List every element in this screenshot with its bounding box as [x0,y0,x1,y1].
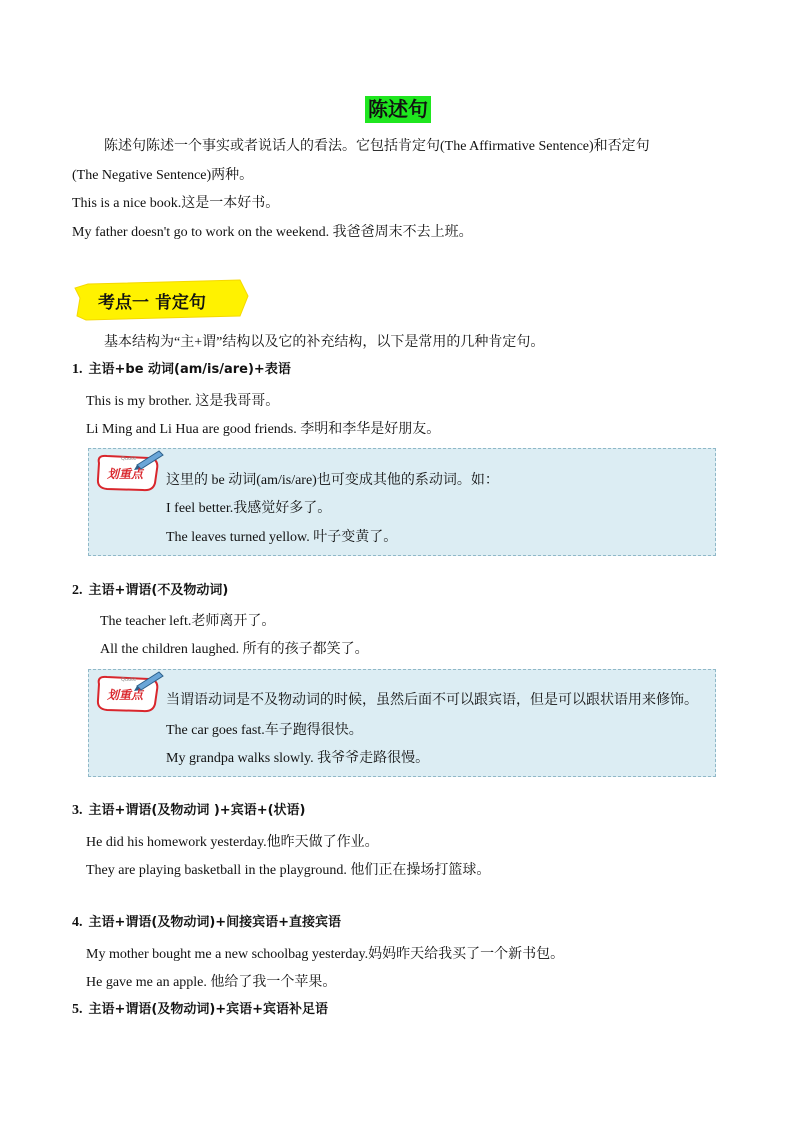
item-heading-3 [72,802,305,820]
highlight-note-icon [93,670,165,719]
note-icon-small: Quote [121,456,137,462]
item-number: 2. [72,583,83,598]
section-badge-label: 考点一 肯定句 [98,293,206,313]
item-heading-2 [72,582,228,600]
item-4-example-2: He gave me an apple. 他给了我一个苹果。 [86,975,337,990]
note-1-line-3: The leaves turned yellow. 叶子变黄了。 [166,530,398,545]
item-heading-text: 主语+谓语(及物动词 )+宾语+(状语) [88,803,306,818]
intro-example-1: This is a nice book.这是一本好书。 [72,196,280,211]
item-heading-4 [72,914,341,932]
note-2-line-2: The car goes fast.车子跑得很快。 [166,723,363,738]
item-2-example-1: The teacher left.老师离开了。 [100,614,276,629]
item-number: 3. [72,803,83,818]
note-1-line-1: 这里的 be 动词(am/is/are)也可变成其他的系动词。如： [166,473,499,488]
note-box-2 [88,669,716,777]
item-heading-text: 主语+谓语(及物动词)+宾语+宾语补足语 [88,1002,329,1017]
intro-example-2: My father doesn't go to work on the weekend. 我爸爸周末不去上班。 [72,225,473,240]
page-title: 陈述句 [365,96,431,123]
note-box-1 [88,448,716,556]
item-3-example-2: They are playing basketball in the playground. 他们正在操场打篮球。 [86,863,491,878]
item-number: 5. [72,1002,83,1017]
note-1-line-2: I feel better.我感觉好多了。 [166,501,332,516]
note-icon-label: 划重点 [107,688,144,702]
note-icon-small: Quote [121,677,137,683]
section-description: 基本结构为“主+谓”结构以及它的补充结构，以下是常用的几种肯定句。 [104,335,545,350]
item-4-example-1: My mother bought me a new schoolbag yesterday.妈妈昨天给我买了一个新书包。 [86,947,565,962]
item-1-example-1: This is my brother. 这是我哥哥。 [86,394,280,409]
item-heading-text: 主语+be 动词(am/is/are)+表语 [88,362,291,377]
item-heading-5 [72,1001,328,1019]
highlight-note-icon [93,449,165,498]
item-1-example-2: Li Ming and Li Hua are good friends. 李明和李华是好朋友。 [86,422,441,437]
item-heading-1 [72,361,291,379]
note-icon-label: 划重点 [107,467,144,481]
item-heading-text: 主语+谓语(不及物动词) [88,583,229,598]
note-2-line-3: My grandpa walks slowly. 我爷爷走路很慢。 [166,751,430,766]
intro-line-1: 陈述句陈述一个事实或者说话人的看法。它包括肯定句(The Affirmative Sentence)和否定句 [104,139,650,154]
note-2-line-1: 当谓语动词是不及物动词的时候，虽然后面不可以跟宾语，但是可以跟状语用来修饰。 [166,693,698,708]
section-badge [72,276,252,326]
item-heading-text: 主语+谓语(及物动词)+间接宾语+直接宾语 [88,915,342,930]
item-3-example-1: He did his homework yesterday.他昨天做了作业。 [86,835,379,850]
item-number: 1. [72,362,83,377]
intro-line-2: (The Negative Sentence)两种。 [72,168,254,183]
item-2-example-2: All the children laughed. 所有的孩子都笑了。 [100,642,369,657]
item-number: 4. [72,915,83,930]
